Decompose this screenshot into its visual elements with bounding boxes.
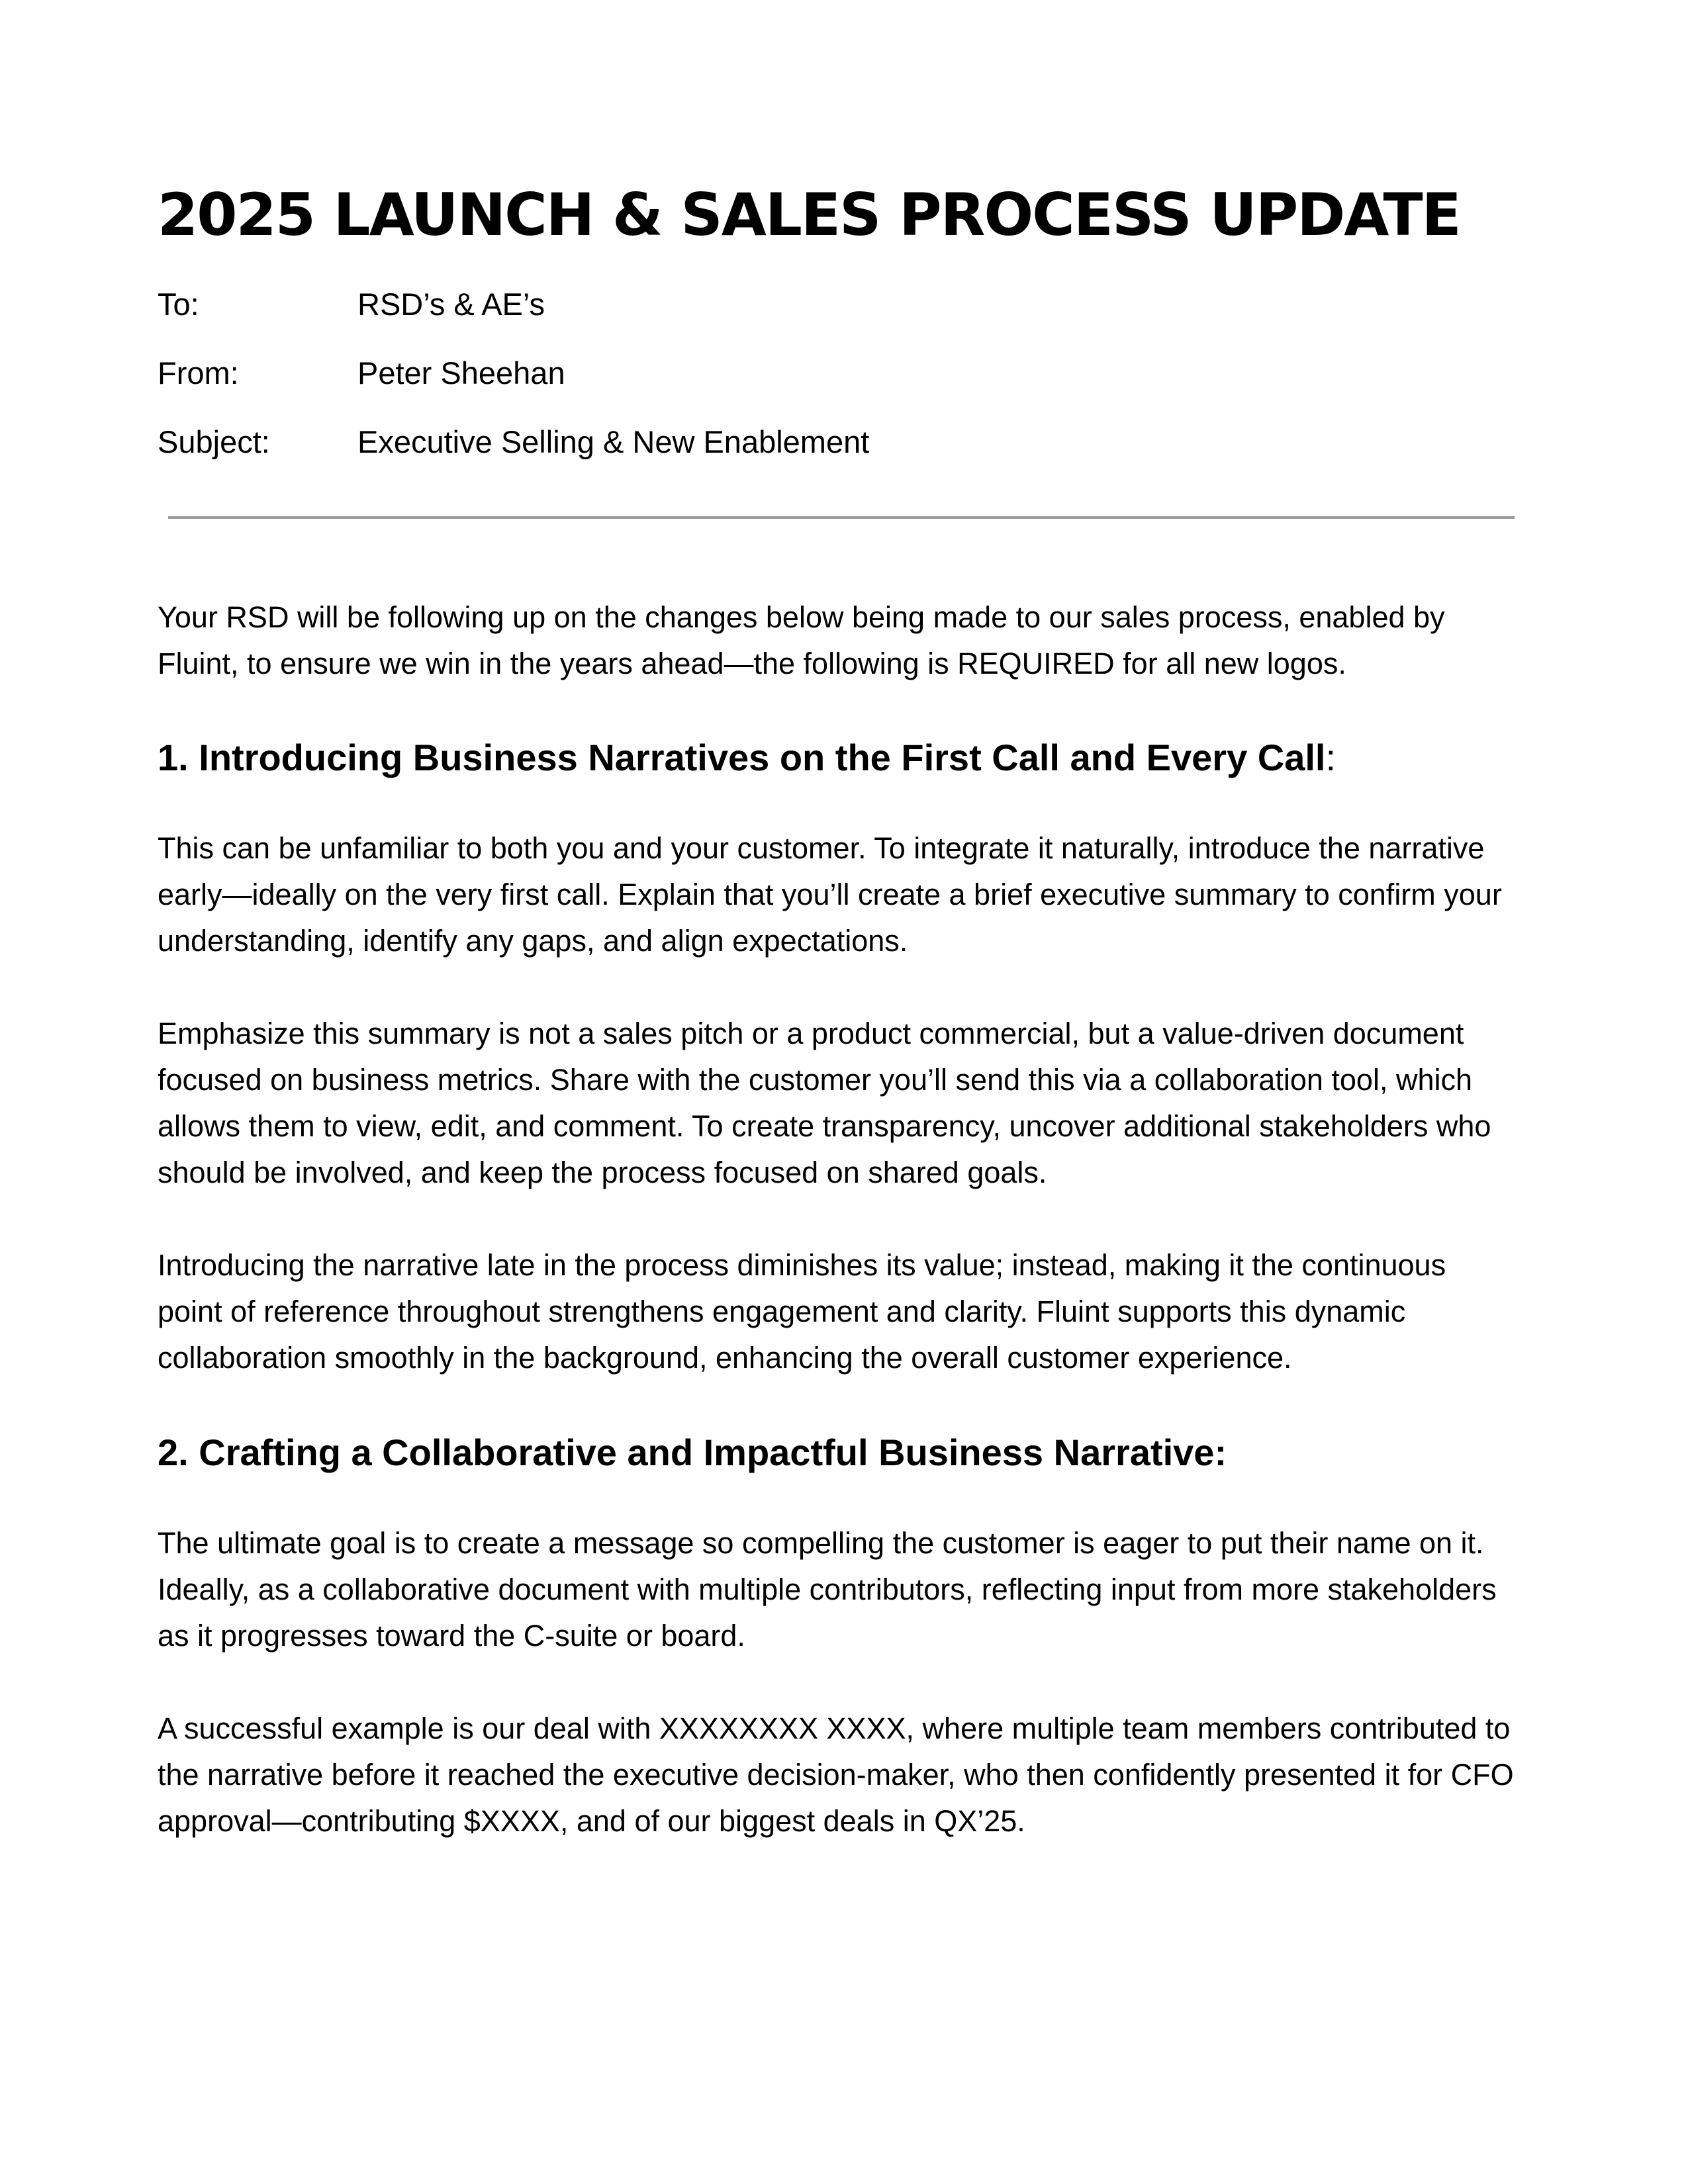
section-1-paragraph-2: Emphasize this summary is not a sales pitch or a product commercial, but a value-driven document focused on business metrics. Share with the customer you’ll send this via a collaboration tool, which allows them to view, edit, and comment. To create transparency, uncover additional stakeholders who should be involved, and keep the process focused on shared goals.	[158, 1017, 1491, 1189]
section-2-heading: 2. Crafting a Collaborative and Impactful Business Narrative:	[158, 1432, 1227, 1473]
section-2-paragraph-2: A successful example is our deal with XXXXXXXX XXXX, where multiple team members contributed to the narrative before it reached the executive decision-maker, who then confidently presented it for CFO approval—contributing $XXXX, and of our biggest deals in QX’25.	[158, 1711, 1514, 1838]
section-1-heading	[158, 731, 1515, 784]
section-2-paragraph-1: The ultimate goal is to create a message so compelling the customer is eager to put their name on it. Ideally, as a collaborative document with multiple contributors, reflecting input from more stakeholders as it progresses toward the C-suite or board.	[158, 1526, 1497, 1653]
memo-subject-label: Subject:	[158, 424, 270, 459]
memo-to-label: To:	[158, 287, 199, 322]
memo-subject-value: Executive Selling & New Enablement	[357, 424, 870, 459]
section-1-paragraph-3: Introducing the narrative late in the process diminishes its value; instead, making it the continuous point of reference throughout strengthens engagement and clarity. Fluint supports this dynamic collaboration smoothly in the background, enhancing the overall customer experience.	[158, 1248, 1446, 1375]
section-1-heading-text: 1. Introducing Business Narratives on the First Call and Every Call	[158, 737, 1326, 778]
intro-paragraph: Your RSD will be following up on the changes below being made to our sales process, enabled by Fluint, to ensure we win in the years ahead—the following is REQUIRED for all new logos.	[158, 600, 1445, 680]
document-body	[158, 594, 1515, 1844]
memo-to-value: RSD’s & AE’s	[357, 287, 545, 322]
section-1-heading-colon: :	[1325, 737, 1336, 778]
header-divider	[168, 516, 1515, 519]
memo-header	[158, 281, 1515, 487]
document-page	[158, 0, 1515, 2184]
document-title: 2025 LAUNCH & SALES PROCESS UPDATE	[158, 181, 1460, 249]
memo-subject-row	[158, 418, 1515, 487]
memo-from-row	[158, 349, 1515, 418]
memo-from-value: Peter Sheehan	[357, 355, 565, 390]
memo-from-label: From:	[158, 355, 239, 390]
section-1-paragraph-1: This can be unfamiliar to both you and your customer. To integrate it naturally, introduce the narrative early—ideally on the very first call. Explain that you’ll create a brief executive summary to confirm your understanding, identify any gaps, and align expectations.	[158, 831, 1502, 958]
memo-to-row	[158, 281, 1515, 349]
